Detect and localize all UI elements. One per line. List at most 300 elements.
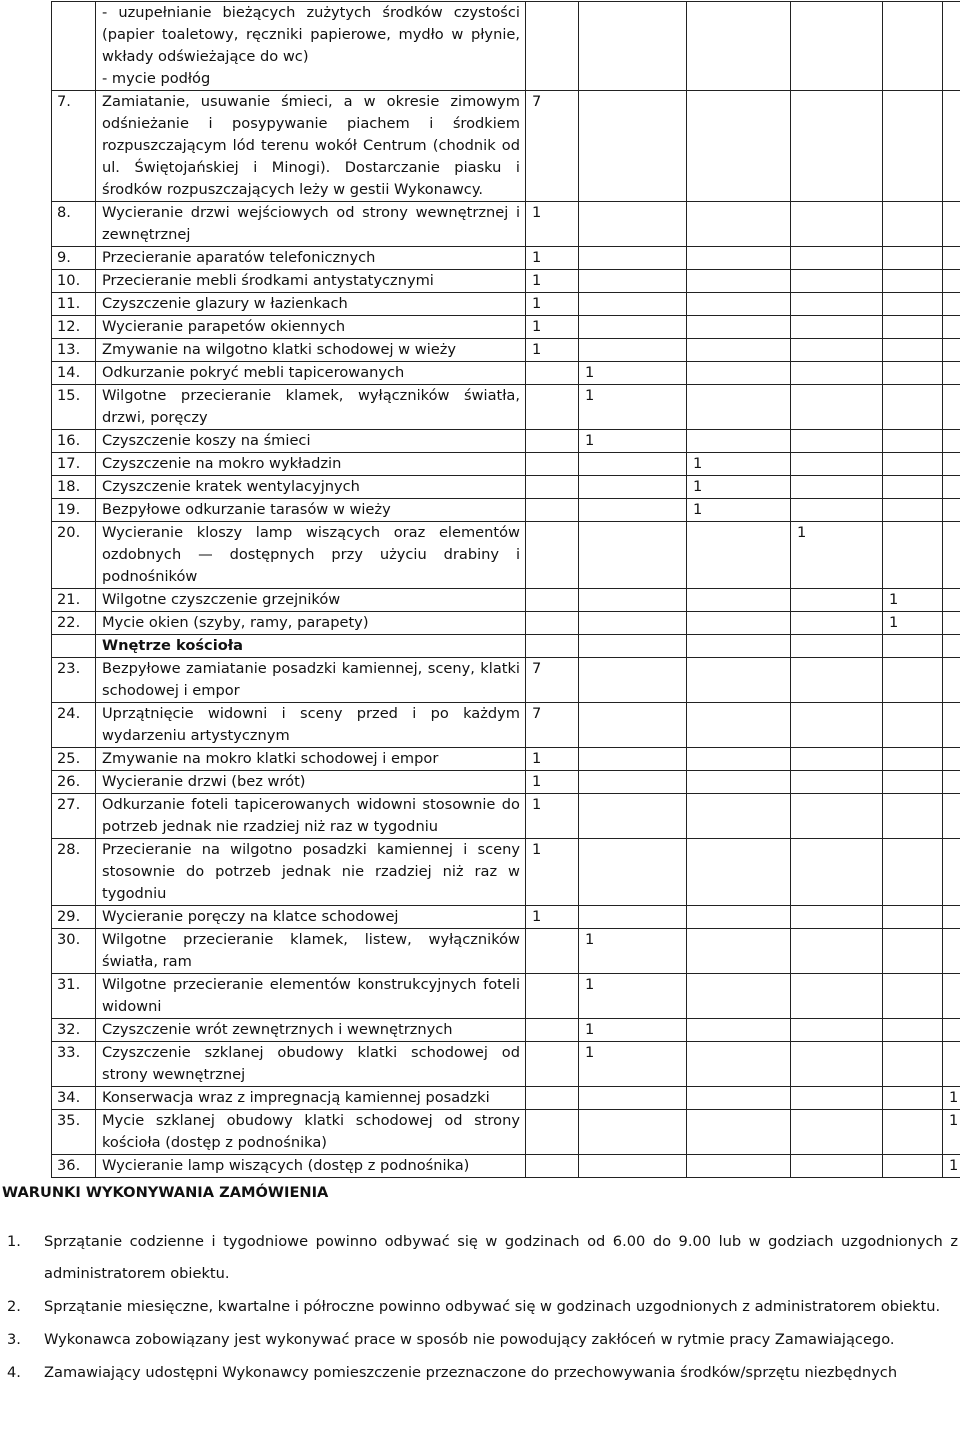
task-description <box>96 771 526 794</box>
frequency-cell <box>791 974 883 1019</box>
frequency-value: 1 <box>585 364 595 381</box>
table-row <box>52 589 960 612</box>
frequency-value: 1 <box>949 1089 959 1106</box>
frequency-cell <box>791 430 883 453</box>
frequency-cell <box>526 703 579 748</box>
task-description <box>96 1110 526 1155</box>
task-text: Bezpyłowe zamiatanie posadzki kamiennej, sceny, klatki schodowej i empor <box>102 660 520 699</box>
frequency-cell <box>883 499 943 522</box>
table-row <box>52 612 960 635</box>
frequency-cell <box>526 771 579 794</box>
frequency-cell <box>687 748 791 771</box>
frequency-cell <box>579 929 687 974</box>
frequency-cell <box>791 385 883 430</box>
frequency-cell <box>791 1042 883 1087</box>
table-row <box>52 499 960 522</box>
frequency-cell <box>526 974 579 1019</box>
row-number: 30. <box>52 929 96 974</box>
conditions-list <box>0 1226 958 1390</box>
frequency-cell <box>687 339 791 362</box>
frequency-cell <box>943 339 960 362</box>
frequency-cell <box>791 91 883 202</box>
task-text: Wycieranie drzwi wejściowych od strony wewnętrznej i zewnętrznej <box>102 204 520 243</box>
table-row <box>52 247 960 270</box>
table-row <box>52 748 960 771</box>
frequency-cell <box>687 202 791 247</box>
task-text: Zmywanie na wilgotno klatki schodowej w wieży <box>102 341 457 358</box>
frequency-cell <box>579 91 687 202</box>
frequency-cell <box>883 839 943 906</box>
condition-number: 4. <box>7 1364 21 1381</box>
frequency-cell <box>883 270 943 293</box>
frequency-cell <box>579 635 687 658</box>
row-number: 10. <box>52 270 96 293</box>
frequency-cell <box>791 839 883 906</box>
frequency-cell <box>526 1019 579 1042</box>
task-description <box>96 794 526 839</box>
table-row <box>52 385 960 430</box>
frequency-cell <box>687 385 791 430</box>
frequency-cell <box>883 339 943 362</box>
row-number: 32. <box>52 1019 96 1042</box>
frequency-cell <box>943 202 960 247</box>
frequency-cell <box>687 929 791 974</box>
task-description <box>96 839 526 906</box>
row-number <box>52 635 96 658</box>
table-row <box>52 430 960 453</box>
table-row <box>52 270 960 293</box>
task-description <box>96 476 526 499</box>
frequency-cell <box>791 929 883 974</box>
table-row <box>52 1042 960 1087</box>
frequency-cell <box>687 839 791 906</box>
frequency-value: 1 <box>585 976 595 993</box>
task-description <box>96 453 526 476</box>
frequency-cell <box>526 385 579 430</box>
frequency-cell <box>883 430 943 453</box>
row-number: 31. <box>52 974 96 1019</box>
frequency-cell <box>943 316 960 339</box>
task-description <box>96 2 526 91</box>
table-row <box>52 974 960 1019</box>
frequency-cell <box>943 703 960 748</box>
frequency-cell <box>791 635 883 658</box>
frequency-cell <box>883 929 943 974</box>
frequency-cell <box>579 476 687 499</box>
frequency-cell <box>883 748 943 771</box>
frequency-cell <box>883 1155 943 1178</box>
frequency-cell <box>883 658 943 703</box>
frequency-cell <box>883 476 943 499</box>
row-number: 18. <box>52 476 96 499</box>
frequency-cell <box>943 385 960 430</box>
frequency-cell <box>791 362 883 385</box>
task-text: Czyszczenie koszy na śmieci <box>102 432 311 449</box>
frequency-cell <box>687 1155 791 1178</box>
table-row <box>52 522 960 589</box>
frequency-cell <box>791 1087 883 1110</box>
frequency-cell <box>687 589 791 612</box>
frequency-cell <box>579 703 687 748</box>
row-number: 29. <box>52 906 96 929</box>
frequency-cell <box>687 362 791 385</box>
task-text: Bezpyłowe odkurzanie tarasów w wieży <box>102 501 391 518</box>
frequency-cell <box>687 247 791 270</box>
row-number: 35. <box>52 1110 96 1155</box>
frequency-value: 1 <box>693 455 703 472</box>
row-number: 34. <box>52 1087 96 1110</box>
frequency-value: 1 <box>532 295 542 312</box>
frequency-cell <box>526 316 579 339</box>
frequency-cell <box>791 476 883 499</box>
frequency-cell <box>526 339 579 362</box>
frequency-value: 7 <box>532 705 542 722</box>
frequency-cell <box>687 906 791 929</box>
condition-text: Wykonawca zobowiązany jest wykonywać prace w sposób nie powodujący zakłóceń w rytmie pracy Zamawiającego. <box>44 1331 895 1348</box>
table-row <box>52 362 960 385</box>
frequency-cell <box>526 839 579 906</box>
condition-item <box>0 1357 958 1389</box>
task-description <box>96 339 526 362</box>
frequency-cell <box>579 748 687 771</box>
table-row <box>52 1155 960 1178</box>
frequency-cell <box>526 453 579 476</box>
frequency-cell <box>579 522 687 589</box>
frequency-cell <box>883 293 943 316</box>
frequency-cell <box>579 839 687 906</box>
table-row <box>52 635 960 658</box>
task-description <box>96 247 526 270</box>
table-row <box>52 339 960 362</box>
task-description <box>96 589 526 612</box>
task-description <box>96 316 526 339</box>
frequency-value: 1 <box>693 501 703 518</box>
cleaning-schedule-table <box>51 1 960 1178</box>
condition-item <box>0 1291 958 1323</box>
frequency-value: 1 <box>532 341 542 358</box>
frequency-cell <box>943 1042 960 1087</box>
frequency-value: 1 <box>532 204 542 221</box>
row-number: 17. <box>52 453 96 476</box>
frequency-cell <box>943 771 960 794</box>
frequency-cell <box>687 91 791 202</box>
frequency-cell <box>943 91 960 202</box>
table-row <box>52 293 960 316</box>
frequency-cell <box>579 589 687 612</box>
frequency-cell <box>526 362 579 385</box>
task-text: Wycieranie parapetów okiennych <box>102 318 346 335</box>
frequency-cell <box>526 1087 579 1110</box>
condition-number: 2. <box>7 1298 21 1315</box>
frequency-cell <box>791 293 883 316</box>
frequency-cell <box>526 1042 579 1087</box>
frequency-cell <box>579 362 687 385</box>
frequency-cell <box>579 794 687 839</box>
table-row <box>52 906 960 929</box>
frequency-cell <box>883 794 943 839</box>
condition-text: Zamawiający udostępni Wykonawcy pomieszczenie przeznaczone do przechowywania środków/sprzętu niezbędnych <box>44 1364 898 1381</box>
frequency-cell <box>579 2 687 91</box>
task-text: Przecieranie na wilgotno posadzki kamiennej i sceny stosownie do potrzeb jednak nie rzadziej niż raz w tygodniu <box>102 841 520 902</box>
row-number: 26. <box>52 771 96 794</box>
frequency-cell <box>579 430 687 453</box>
frequency-cell <box>883 91 943 202</box>
frequency-cell <box>943 453 960 476</box>
frequency-cell <box>579 1042 687 1087</box>
frequency-cell <box>883 635 943 658</box>
task-description <box>96 1019 526 1042</box>
frequency-cell <box>943 748 960 771</box>
row-number: 33. <box>52 1042 96 1087</box>
task-text: Zamiatanie, usuwanie śmieci, a w okresie zimowym odśnieżanie i posypywanie piachem i środkiem rozpuszczającym lód terenu wokół Centrum (chodnik od ul. Świętojańskiej i Minogi). Dostarczanie piasku i środków rozpuszczających leży w gestii Wykonawcy. <box>102 93 520 198</box>
frequency-cell <box>579 202 687 247</box>
table-row <box>52 1087 960 1110</box>
frequency-cell <box>687 1110 791 1155</box>
frequency-value: 1 <box>585 1021 595 1038</box>
frequency-cell <box>791 658 883 703</box>
frequency-cell <box>791 906 883 929</box>
frequency-cell <box>883 589 943 612</box>
frequency-cell <box>526 270 579 293</box>
task-text: Wycieranie drzwi (bez wrót) <box>102 773 306 790</box>
condition-number: 3. <box>7 1331 21 1348</box>
frequency-cell <box>526 794 579 839</box>
frequency-value: 1 <box>532 272 542 289</box>
row-number: 11. <box>52 293 96 316</box>
frequency-cell <box>579 499 687 522</box>
frequency-cell <box>526 1155 579 1178</box>
frequency-value: 7 <box>532 660 542 677</box>
frequency-cell <box>883 974 943 1019</box>
frequency-cell <box>579 658 687 703</box>
frequency-cell <box>943 794 960 839</box>
frequency-cell <box>687 1042 791 1087</box>
row-number: 36. <box>52 1155 96 1178</box>
conditions-heading: WARUNKI WYKONYWANIA ZAMÓWIENIA <box>2 1184 329 1201</box>
task-description <box>96 612 526 635</box>
frequency-cell <box>526 293 579 316</box>
frequency-cell <box>943 476 960 499</box>
frequency-value: 1 <box>532 249 542 266</box>
frequency-cell <box>687 703 791 748</box>
row-number: 8. <box>52 202 96 247</box>
task-description <box>96 522 526 589</box>
row-number: 16. <box>52 430 96 453</box>
frequency-cell <box>943 635 960 658</box>
frequency-cell <box>943 362 960 385</box>
row-number: 7. <box>52 91 96 202</box>
table-row <box>52 476 960 499</box>
frequency-cell <box>687 2 791 91</box>
task-description <box>96 1087 526 1110</box>
frequency-cell <box>687 270 791 293</box>
frequency-cell <box>579 339 687 362</box>
frequency-cell <box>791 499 883 522</box>
frequency-cell <box>687 499 791 522</box>
task-description <box>96 929 526 974</box>
task-text: Przecieranie mebli środkami antystatycznymi <box>102 272 434 289</box>
frequency-cell <box>526 476 579 499</box>
task-text: Wycieranie kloszy lamp wiszących oraz elementów ozdobnych — dostępnych przy użyciu drabiny i podnośników <box>102 524 520 585</box>
frequency-value: 1 <box>532 750 542 767</box>
frequency-cell <box>526 2 579 91</box>
frequency-cell <box>687 316 791 339</box>
frequency-value: 1 <box>797 524 807 541</box>
frequency-cell <box>687 522 791 589</box>
frequency-cell <box>883 202 943 247</box>
frequency-cell <box>883 1110 943 1155</box>
frequency-cell <box>943 612 960 635</box>
frequency-cell <box>791 316 883 339</box>
frequency-cell <box>791 748 883 771</box>
task-description <box>96 499 526 522</box>
frequency-cell <box>526 202 579 247</box>
frequency-cell <box>791 247 883 270</box>
table-row <box>52 929 960 974</box>
row-number: 23. <box>52 658 96 703</box>
frequency-cell <box>791 2 883 91</box>
frequency-cell <box>943 974 960 1019</box>
frequency-cell <box>579 612 687 635</box>
table-row <box>52 453 960 476</box>
task-text: Przecieranie aparatów telefonicznych <box>102 249 376 266</box>
frequency-cell <box>687 974 791 1019</box>
condition-item <box>0 1226 958 1290</box>
frequency-cell <box>883 703 943 748</box>
frequency-cell <box>579 385 687 430</box>
task-text: Czyszczenie na mokro wykładzin <box>102 455 342 472</box>
frequency-cell <box>943 293 960 316</box>
frequency-cell <box>791 771 883 794</box>
task-text: Czyszczenie glazury w łazienkach <box>102 295 348 312</box>
condition-text: Sprzątanie miesięczne, kwartalne i półroczne powinno odbywać się w godzinach uzgodnionych z administratorem obiektu. <box>44 1298 941 1315</box>
task-description <box>96 1155 526 1178</box>
frequency-cell <box>943 499 960 522</box>
task-text: Czyszczenie szklanej obudowy klatki schodowej od strony wewnętrznej <box>102 1044 520 1083</box>
frequency-cell <box>943 522 960 589</box>
task-text: Wilgotne przecieranie klamek, listew, wyłączników światła, ram <box>102 931 520 970</box>
task-text: Odkurzanie pokryć mebli tapicerowanych <box>102 364 405 381</box>
frequency-value: 1 <box>532 318 542 335</box>
table-row <box>52 703 960 748</box>
task-description <box>96 202 526 247</box>
frequency-cell <box>526 91 579 202</box>
table-row <box>52 91 960 202</box>
task-text: Mycie okien (szyby, ramy, parapety) <box>102 614 369 631</box>
condition-item <box>0 1324 958 1356</box>
frequency-cell <box>526 430 579 453</box>
frequency-cell <box>526 748 579 771</box>
frequency-cell <box>943 658 960 703</box>
frequency-cell <box>791 1019 883 1042</box>
frequency-cell <box>687 453 791 476</box>
task-description <box>96 91 526 202</box>
frequency-cell <box>687 635 791 658</box>
frequency-cell <box>883 906 943 929</box>
row-number <box>52 2 96 91</box>
frequency-cell <box>526 658 579 703</box>
frequency-cell <box>883 453 943 476</box>
frequency-cell <box>943 247 960 270</box>
task-text: Wilgotne czyszczenie grzejników <box>102 591 341 608</box>
frequency-cell <box>526 635 579 658</box>
table-row <box>52 316 960 339</box>
condition-text: Sprzątanie codzienne i tygodniowe powinno odbywać się w godzinach od 6.00 do 9.00 lub w godziach uzgodnionych z administratorem obiektu. <box>44 1233 958 1282</box>
task-text: Czyszczenie wrót zewnętrznych i wewnętrznych <box>102 1021 453 1038</box>
row-number: 15. <box>52 385 96 430</box>
frequency-value: 1 <box>585 387 595 404</box>
frequency-value: 1 <box>532 773 542 790</box>
frequency-cell <box>883 1042 943 1087</box>
task-text: Zmywanie na mokro klatki schodowej i empor <box>102 750 439 767</box>
table-row <box>52 658 960 703</box>
frequency-cell <box>883 385 943 430</box>
task-text: - mycie podłóg <box>102 70 211 87</box>
frequency-cell <box>526 499 579 522</box>
frequency-cell <box>943 1155 960 1178</box>
frequency-cell <box>883 612 943 635</box>
task-description <box>96 293 526 316</box>
frequency-cell <box>883 522 943 589</box>
frequency-cell <box>791 202 883 247</box>
frequency-cell <box>943 270 960 293</box>
task-text: Wycieranie poręczy na klatce schodowej <box>102 908 399 925</box>
task-description <box>96 1042 526 1087</box>
table-body <box>52 2 960 1178</box>
task-text: Odkurzanie foteli tapicerowanych widowni stosownie do potrzeb jednak nie rzadziej niż raz w tygodniu <box>102 796 520 835</box>
frequency-cell <box>883 362 943 385</box>
frequency-cell <box>579 1019 687 1042</box>
frequency-cell <box>579 1110 687 1155</box>
frequency-cell <box>687 658 791 703</box>
frequency-cell <box>526 247 579 270</box>
frequency-value: 1 <box>889 614 899 631</box>
frequency-cell <box>883 1087 943 1110</box>
frequency-cell <box>791 522 883 589</box>
frequency-cell <box>579 1087 687 1110</box>
frequency-cell <box>687 1087 791 1110</box>
frequency-value: 1 <box>532 841 542 858</box>
frequency-cell <box>883 2 943 91</box>
task-description <box>96 385 526 430</box>
table-row <box>52 1019 960 1042</box>
task-text: Wilgotne przecieranie klamek, wyłączników światła, drzwi, poręczy <box>102 387 520 426</box>
frequency-cell <box>791 703 883 748</box>
frequency-cell <box>687 293 791 316</box>
row-number: 22. <box>52 612 96 635</box>
row-number: 21. <box>52 589 96 612</box>
row-number: 24. <box>52 703 96 748</box>
frequency-cell <box>943 839 960 906</box>
frequency-value: 1 <box>532 908 542 925</box>
frequency-value: 7 <box>532 93 542 110</box>
table-row <box>52 839 960 906</box>
row-number: 20. <box>52 522 96 589</box>
frequency-cell <box>579 1155 687 1178</box>
task-description <box>96 906 526 929</box>
frequency-cell <box>943 929 960 974</box>
row-number: 19. <box>52 499 96 522</box>
frequency-cell <box>791 794 883 839</box>
task-description <box>96 362 526 385</box>
frequency-value: 1 <box>889 591 899 608</box>
task-description <box>96 658 526 703</box>
frequency-cell <box>687 771 791 794</box>
frequency-cell <box>791 453 883 476</box>
frequency-cell <box>883 771 943 794</box>
task-description <box>96 974 526 1019</box>
frequency-value: 1 <box>585 1044 595 1061</box>
